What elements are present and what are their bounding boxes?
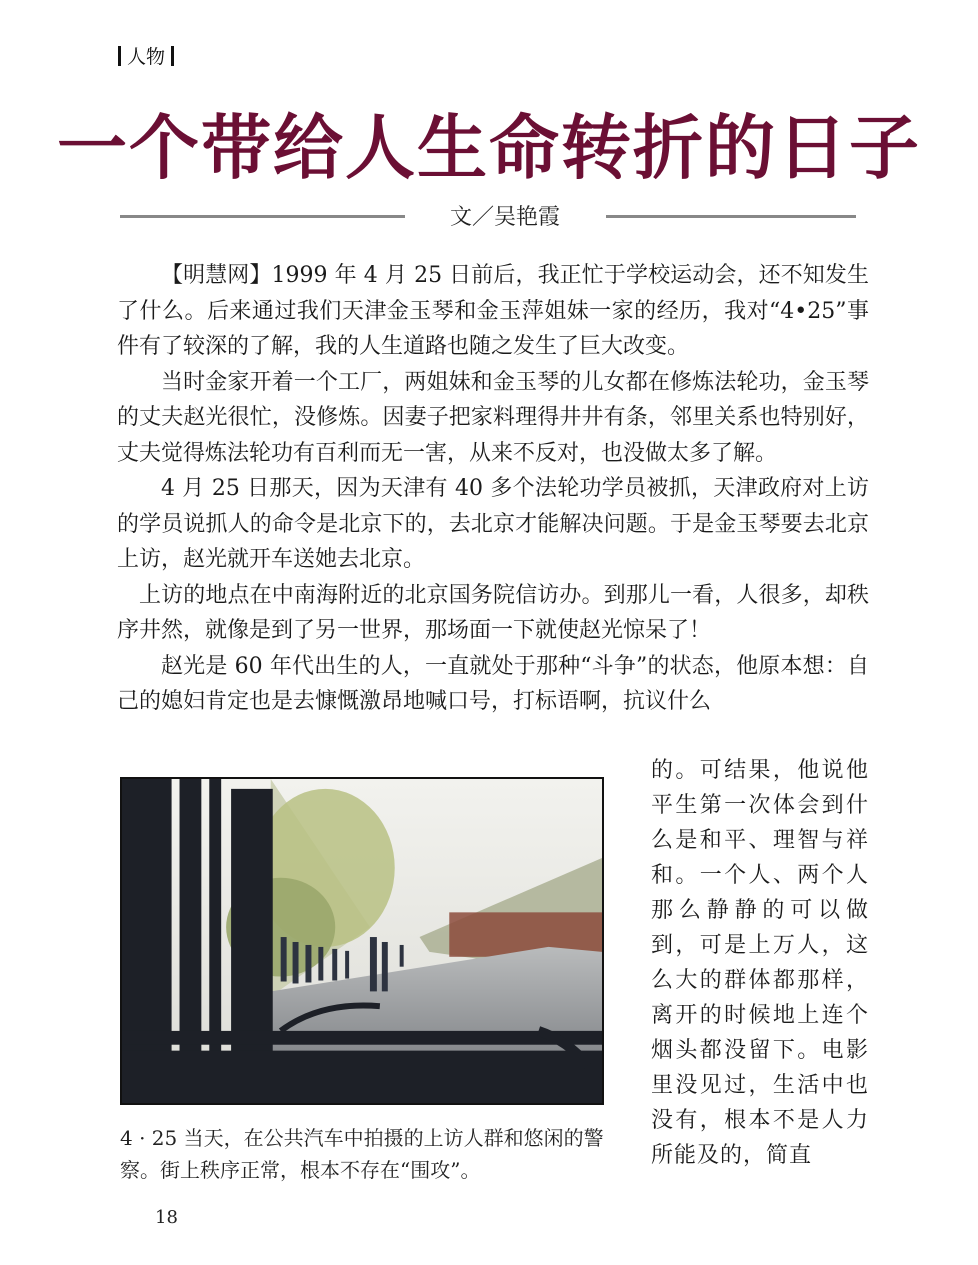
byline-rule-right — [606, 215, 856, 218]
paragraph: 赵光是 60 年代出生的人，一直就处于那种“斗争”的状态，他原本想：自己的媳妇肯定也是去慷慨激昂地喊口号，打标语啊，抗议什么 — [117, 653, 869, 714]
photo-caption: 4 · 25 当天，在公共汽车中拍摄的上访人群和悠闲的警察。街上秩序正常，根本不存在“围攻”。 — [120, 1126, 604, 1182]
page-number: 18 — [155, 1207, 178, 1228]
paragraph: 上访的地点在中南海附近的北京国务院信访办。到那儿一看，人很多，却秩序井然，就像是到了另一世界，那场面一下就使赵光惊呆了！ — [117, 582, 869, 643]
paragraph: 【明慧网】1999 年 4 月 25 日前后，我正忙于学校运动会，还不知发生了什么。后来通过我们天津金玉琴和金玉萍姐妹一家的经历，我对“4•25”事件有了较深的了解，我的人生道路也随之发生了巨大改变。 — [117, 263, 869, 359]
article-body — [117, 258, 869, 720]
paragraph: 当时金家开着一个工厂，两姐妹和金玉琴的儿女都在修炼法轮功，金玉琴的丈夫赵光很忙，没修炼。因妻子把家料理得井井有条，邻里关系也特别好，丈夫觉得炼法轮功有百利而无一害，从来不反对，也没做太多了解。 — [117, 369, 869, 466]
paragraph: 4 月 25 日那天，因为天津有 40 多个法轮功学员被抓，天津政府对上访的学员说抓人的命令是北京下的，去北京才能解决问题。于是金玉琴要去北京上访，赵光就开车送她去北京。 — [117, 476, 869, 572]
section-bar-right — [171, 46, 174, 66]
street-scene-photo — [122, 779, 602, 1103]
section-label: 人物 — [127, 46, 166, 68]
article-photo — [120, 777, 604, 1105]
article-body-continued: 的。可结果，他说他平生第一次体会到什么是和平、理智与祥和。一个人、两个人那么静静的可以做到，可是上万人，这么大的群体都那样，离开的时候地上连个烟头都没留下。电影里没见过，生活中也没有，根本不是人力所能及的，简直 — [651, 758, 869, 1168]
byline-rule-left — [120, 215, 405, 218]
byline: 文／吴艳霞 — [449, 205, 560, 230]
section-tag — [112, 42, 180, 69]
section-bar-left — [118, 46, 121, 66]
article-title: 一个带给人生命转折的日子 — [57, 107, 921, 189]
